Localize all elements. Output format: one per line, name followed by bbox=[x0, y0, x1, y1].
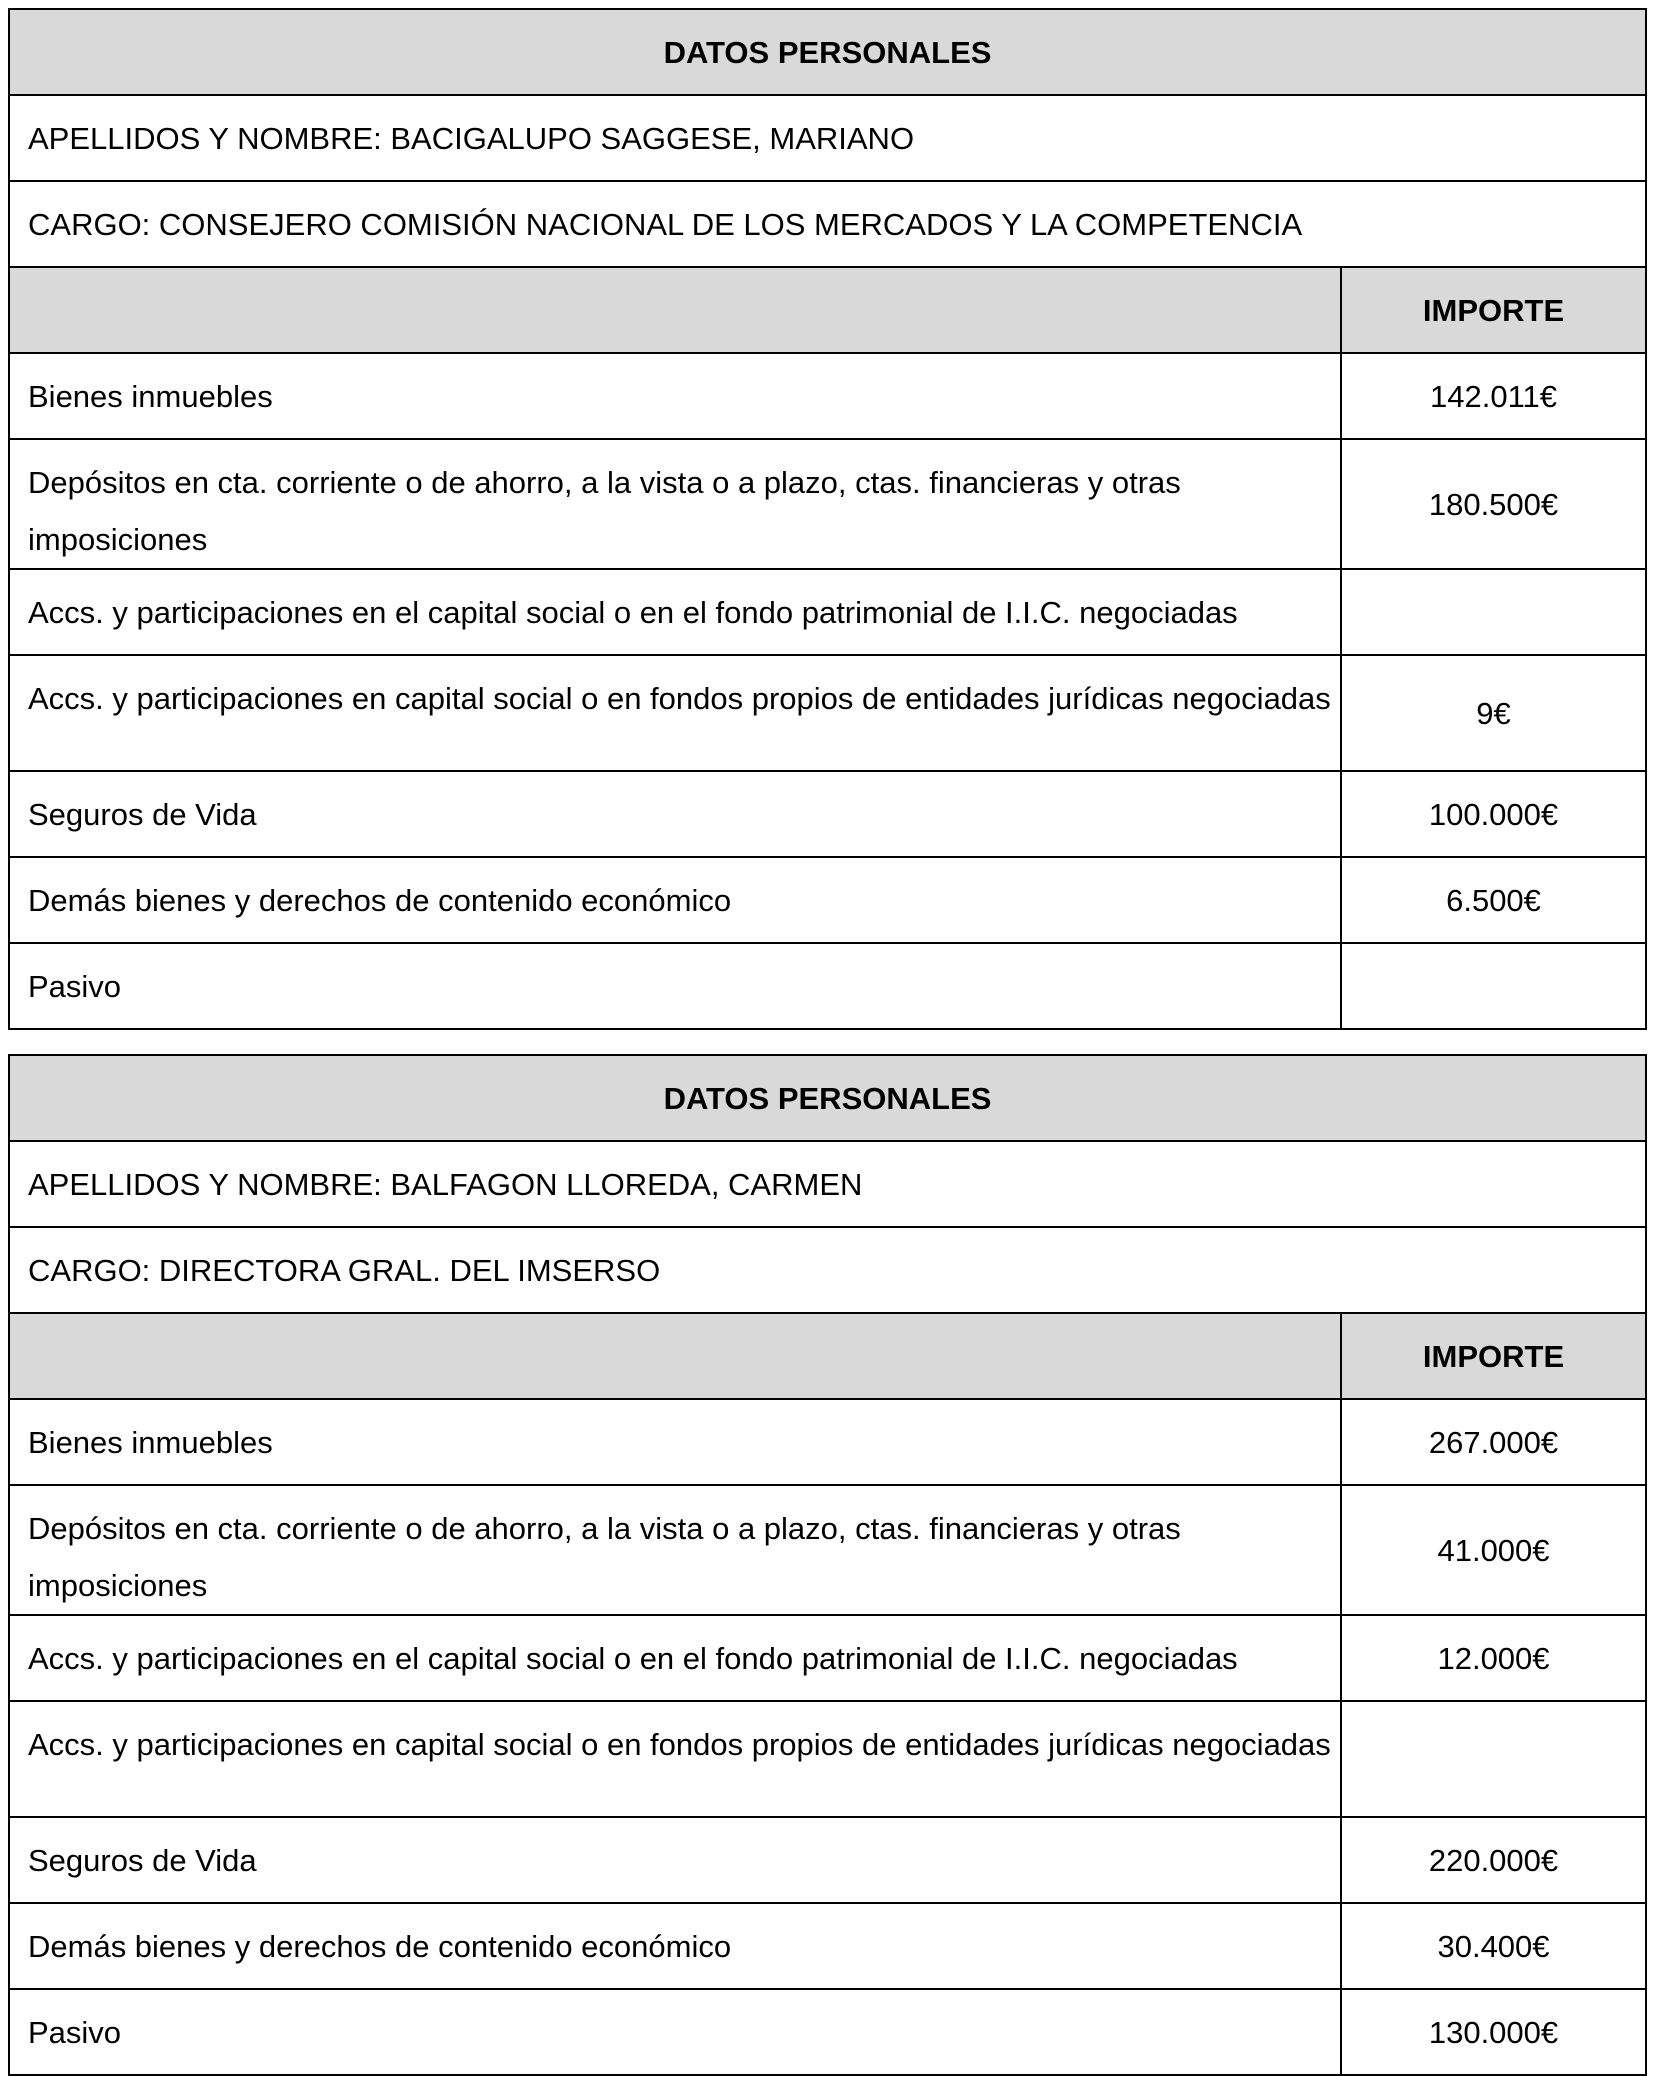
concept-column-header bbox=[9, 267, 1341, 353]
concept-cell: Demás bienes y derechos de contenido económico bbox=[9, 857, 1341, 943]
amount-column-header: IMPORTE bbox=[1341, 267, 1646, 353]
concept-column-header bbox=[9, 1313, 1341, 1399]
table-row bbox=[9, 943, 1646, 1029]
amount-column-header: IMPORTE bbox=[1341, 1313, 1646, 1399]
concept-cell: Bienes inmuebles bbox=[9, 1399, 1341, 1485]
table-row bbox=[9, 1701, 1646, 1817]
concept-cell: Accs. y participaciones en el capital social o en el fondo patrimonial de I.I.C. negociadas bbox=[9, 1615, 1341, 1701]
amount-cell: 41.000€ bbox=[1341, 1485, 1646, 1615]
concept-cell: Seguros de Vida bbox=[9, 1817, 1341, 1903]
table-row bbox=[9, 439, 1646, 569]
table-row bbox=[9, 569, 1646, 655]
concept-cell: Accs. y participaciones en capital social o en fondos propios de entidades jurídicas negociadas bbox=[9, 1701, 1341, 1817]
concept-cell: Accs. y participaciones en el capital social o en el fondo patrimonial de I.I.C. negociadas bbox=[9, 569, 1341, 655]
amount-cell bbox=[1341, 943, 1646, 1029]
concept-cell: Depósitos en cta. corriente o de ahorro, a la vista o a plazo, ctas. financieras y otras imposiciones bbox=[9, 439, 1341, 569]
amount-cell: 142.011€ bbox=[1341, 353, 1646, 439]
concept-cell: Depósitos en cta. corriente o de ahorro, a la vista o a plazo, ctas. financieras y otras imposiciones bbox=[9, 1485, 1341, 1615]
table-row bbox=[9, 1817, 1646, 1903]
name-line: APELLIDOS Y NOMBRE: BALFAGON LLOREDA, CARMEN bbox=[9, 1141, 1646, 1227]
name-line: APELLIDOS Y NOMBRE: BACIGALUPO SAGGESE, MARIANO bbox=[9, 95, 1646, 181]
amount-cell: 12.000€ bbox=[1341, 1615, 1646, 1701]
amount-cell: 100.000€ bbox=[1341, 771, 1646, 857]
amount-cell: 130.000€ bbox=[1341, 1989, 1646, 2075]
concept-cell: Pasivo bbox=[9, 943, 1341, 1029]
declaration-table bbox=[8, 1054, 1647, 2076]
amount-cell: 9€ bbox=[1341, 655, 1646, 771]
amount-cell: 180.500€ bbox=[1341, 439, 1646, 569]
amount-cell bbox=[1341, 569, 1646, 655]
table-row bbox=[9, 857, 1646, 943]
table-row bbox=[9, 771, 1646, 857]
cargo-line: CARGO: CONSEJERO COMISIÓN NACIONAL DE LOS MERCADOS Y LA COMPETENCIA bbox=[9, 181, 1646, 267]
table-row bbox=[9, 1485, 1646, 1615]
table-row bbox=[9, 353, 1646, 439]
concept-cell: Seguros de Vida bbox=[9, 771, 1341, 857]
amount-cell: 267.000€ bbox=[1341, 1399, 1646, 1485]
cargo-line: CARGO: DIRECTORA GRAL. DEL IMSERSO bbox=[9, 1227, 1646, 1313]
table-row bbox=[9, 1615, 1646, 1701]
table-row bbox=[9, 655, 1646, 771]
section-heading: DATOS PERSONALES bbox=[9, 9, 1646, 95]
table-row bbox=[9, 1903, 1646, 1989]
amount-cell: 6.500€ bbox=[1341, 857, 1646, 943]
section-heading: DATOS PERSONALES bbox=[9, 1055, 1646, 1141]
amount-cell bbox=[1341, 1701, 1646, 1817]
table-row bbox=[9, 1989, 1646, 2075]
concept-cell: Bienes inmuebles bbox=[9, 353, 1341, 439]
concept-cell: Demás bienes y derechos de contenido económico bbox=[9, 1903, 1341, 1989]
declaration-table bbox=[8, 8, 1647, 1030]
concept-cell: Accs. y participaciones en capital social o en fondos propios de entidades jurídicas negociadas bbox=[9, 655, 1341, 771]
amount-cell: 220.000€ bbox=[1341, 1817, 1646, 1903]
table-row bbox=[9, 1399, 1646, 1485]
concept-cell: Pasivo bbox=[9, 1989, 1341, 2075]
amount-cell: 30.400€ bbox=[1341, 1903, 1646, 1989]
